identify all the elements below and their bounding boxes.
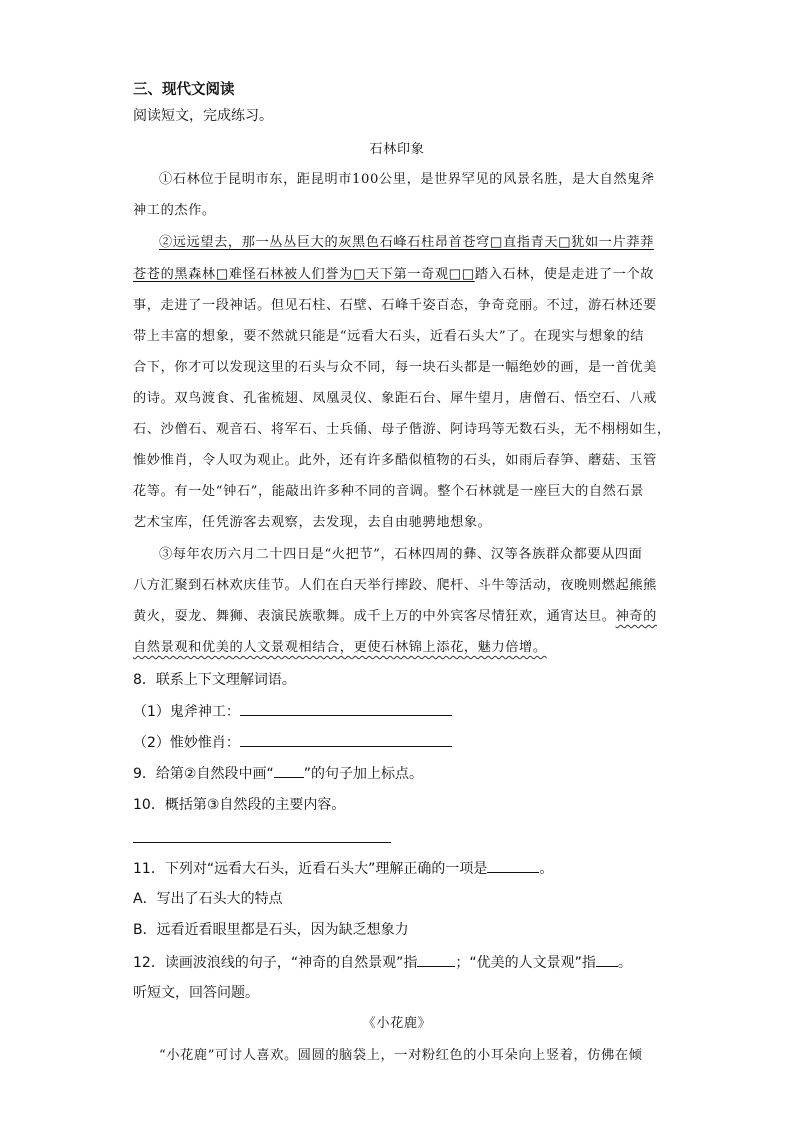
question-9 bbox=[133, 763, 423, 784]
para2-line-5: 合下，你才可以发现这里的石头与众不同，每一块石头都是一幅绝妙的画，是一首优美 bbox=[133, 360, 657, 375]
question-11-text: 11．下列对“远看大石头，近看石头大”理解正确的一项是 bbox=[133, 861, 488, 877]
question-11 bbox=[133, 858, 553, 879]
para3-line-1: ③每年农历六月二十四日是“火把节”，石林四周的彝、汉等各族群众都要从四面 bbox=[159, 547, 643, 562]
para3-line-2: 八方汇聚到石林欢庆佳节。人们在白天举行摔跤、爬杆、斗牛等活动，夜晚则燃起熊熊 bbox=[133, 578, 657, 593]
question-12-end: 。 bbox=[617, 955, 632, 971]
para2-underlined-line-1: ②远远望去，那一丛丛巨大的灰黑色石峰石柱昂首苍穹□直指青天□犹如一片莽莽 bbox=[159, 235, 654, 250]
passage-title: 石林印象 bbox=[369, 142, 425, 157]
question-11-end: 。 bbox=[539, 861, 554, 877]
question-10: 10．概括第③自然段的主要内容。 bbox=[133, 797, 346, 813]
question-12-a: 12．读画波浪线的句子，“神奇的自然景观”指 bbox=[133, 955, 418, 971]
answer-blank-8-1[interactable] bbox=[240, 701, 452, 716]
para2-line-2 bbox=[133, 265, 654, 285]
para3-wavy-line: 自然景观和优美的人文景观相结合，更使石林锦上添花，魅力倍增。 bbox=[133, 640, 547, 655]
para3-wavy-start: 神奇的 bbox=[615, 609, 657, 624]
section-heading: 三、现代文阅读 bbox=[133, 82, 235, 98]
answer-blank-8-2[interactable] bbox=[240, 732, 452, 747]
question-12 bbox=[133, 952, 632, 973]
question-12-b: ；“优美的人文景观”指 bbox=[455, 955, 596, 971]
para3-line-3 bbox=[133, 607, 657, 627]
question-8-1 bbox=[133, 701, 452, 722]
para2-line-10: 艺术宝库，任凭游客去观察，去发现，去自由驰骋地想象。 bbox=[133, 515, 492, 530]
passage2-line-1: “小花鹿”可讨人喜欢。圆圆的脑袋上，一对粉红色的小耳朵向上竖着，仿佛在倾 bbox=[159, 1048, 643, 1063]
answer-blank-12-1[interactable] bbox=[417, 952, 455, 967]
question-9-pre: 9．给第②自然段中画“ bbox=[133, 766, 274, 782]
para2-line-7: 石、沙僧石、观音石、将军石、士兵俑、母子偕游、阿诗玛等无数石头，无不栩栩如生， bbox=[133, 422, 671, 437]
para2-underlined-line-2: 苍苍的黑森林□难怪石林被人们誉为□天下第一奇观□□ bbox=[133, 267, 475, 282]
question-8-2-label: （2）惟妙惟肖： bbox=[133, 735, 240, 751]
para2-line-8: 惟妙惟肖，令人叹为观止。此外，还有许多酷似植物的石头，如雨后春笋、蘑菇、玉管 bbox=[133, 453, 657, 468]
para2-line-6: 的诗。双鸟渡食、孔雀梳翅、凤凰灵仪、象距石台、犀牛望月，唐僧石、悟空石、八戒 bbox=[133, 391, 657, 406]
instruction: 阅读短文，完成练习。 bbox=[133, 108, 273, 124]
para2-rest-first: 踏入石林，使是走进了一个故 bbox=[474, 267, 655, 282]
answer-blank-12-2[interactable] bbox=[596, 952, 618, 967]
question-8-1-label: （1）鬼斧神工： bbox=[133, 704, 240, 720]
option-a[interactable]: A．写出了石头大的特点 bbox=[133, 891, 283, 907]
underline-sample bbox=[274, 763, 304, 778]
para1-line-2: 神工的杰作。 bbox=[133, 203, 216, 218]
listen-instruction: 听短文，回答问题。 bbox=[133, 985, 259, 1001]
para2-line-9: 花等。有一处“钟石”，能敲出许多种不同的音调。整个石林就是一座巨大的自然石景 bbox=[133, 484, 645, 499]
question-8-2 bbox=[133, 732, 452, 753]
para2-line-3: 事，走进了一段神话。但见石柱、石壁、石峰千姿百态，争奇竞丽。不过，游石林还要 bbox=[133, 298, 657, 313]
question-8: 8．联系上下文理解词语。 bbox=[133, 672, 296, 688]
para3-line-3-text: 黄火，耍龙、舞狮、表演民族歌舞。成千上万的中外宾客尽情狂欢，通宵达旦。 bbox=[133, 609, 616, 624]
answer-blank-11[interactable] bbox=[487, 858, 539, 873]
passage2-title: 《小花鹿》 bbox=[362, 1016, 432, 1031]
question-9-post: ”的句子加上标点。 bbox=[303, 766, 423, 782]
option-b[interactable]: B．远看近看眼里都是石头，因为缺乏想象力 bbox=[133, 922, 409, 938]
para2-line-4: 带上丰富的想象，要不然就只能是“远看大石头，近看石头大”了。在现实与想象的结 bbox=[133, 329, 645, 344]
answer-line-10[interactable] bbox=[133, 842, 391, 843]
para1-line-1: ①石林位于昆明市东，距昆明市100公里，是世界罕见的风景名胜，是大自然鬼斧 bbox=[159, 172, 655, 187]
